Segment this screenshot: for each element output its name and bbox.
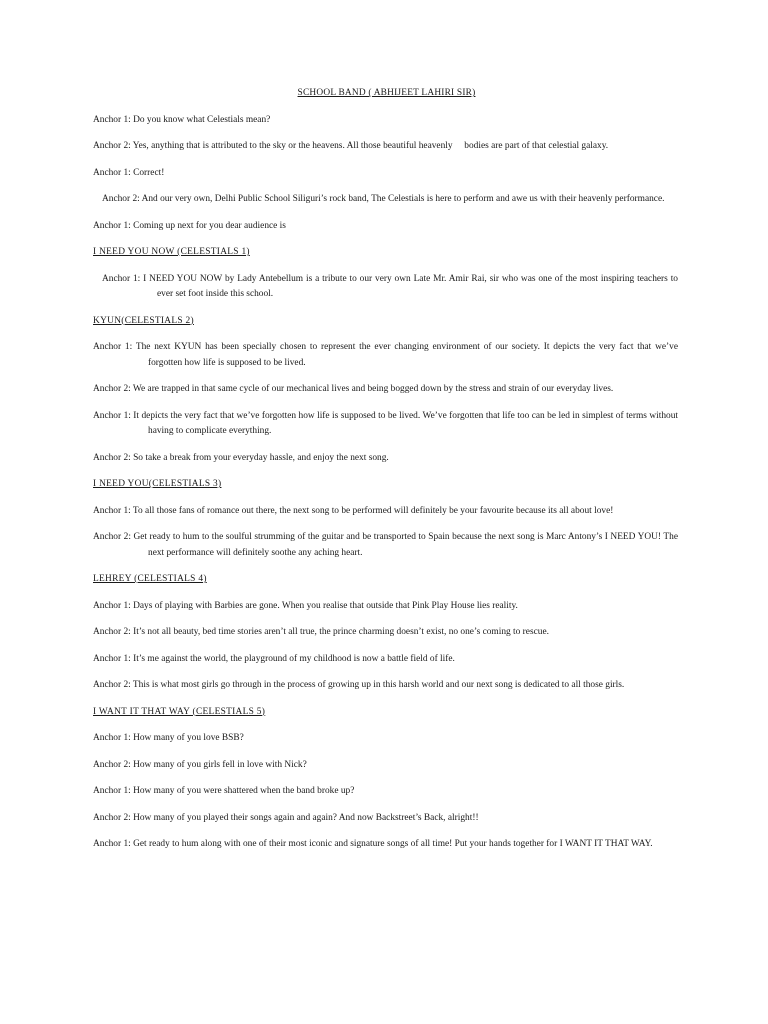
script-line: Anchor 1: It’s me against the world, the playground of my childhood is now a battle field of life. <box>93 653 455 664</box>
script-line: Anchor 1: To all those fans of romance out there, the next song to be performed will definitely be your favourite because its all about love! <box>93 505 614 516</box>
script-line: Anchor 1: The next KYUN has been specially chosen to represent the ever changing environment of our society. It depicts the very fact that we’ve forgotten how life is supposed to be lived. <box>93 342 678 368</box>
song-heading: I WANT IT THAT WAY (CELESTIALS 5) <box>93 706 266 717</box>
script-line: Anchor 2: Yes, anything that is attributed to the sky or the heavens. All those beautiful heavenly bodies are part of that celestial galaxy. <box>93 141 609 151</box>
script-line: Anchor 1: How many of you were shattered when the band broke up? <box>93 786 355 796</box>
script-line: Anchor 2: Get ready to hum to the soulful strumming of the guitar and be transported to Spain because the next song is Marc Antony’s I NEED YOU! The next performance will definitely soothe any aching heart. <box>93 532 678 558</box>
script-line: Anchor 1: Get ready to hum along with one of their most iconic and signature songs of all time! Put your hands together for I WANT IT THAT WAY. <box>93 839 653 849</box>
script-line: Anchor 2: It’s not all beauty, bed time stories aren’t all true, the prince charming doesn’t exist, no one’s coming to rescue. <box>93 627 549 637</box>
script-line: Anchor 1: Coming up next for you dear audience is <box>93 220 286 231</box>
script-line: Anchor 1: Days of playing with Barbies are gone. When you realise that outside that Pink Play House lies reality. <box>93 600 518 611</box>
script-line: Anchor 2: How many of you girls fell in love with Nick? <box>93 759 307 770</box>
script-line: Anchor 2: This is what most girls go through in the process of growing up in this harsh world and our next song is dedicated to all those girls. <box>93 680 625 690</box>
document-body <box>93 86 678 864</box>
script-line: Anchor 2: And our very own, Delhi Public School Siliguri’s rock band, The Celestials is here to perform and awe us with their heavenly performance. <box>102 194 665 204</box>
song-heading: LEHREY (CELESTIALS 4) <box>93 574 207 584</box>
song-heading: KYUN(CELESTIALS 2) <box>93 315 194 326</box>
document-title: SCHOOL BAND ( ABHIJEET LAHIRI SIR) <box>297 88 476 98</box>
script-line: Anchor 1: It depicts the very fact that we’ve forgotten how life is supposed to be lived. We’ve forgotten that life too can be led in simplest of terms without having to complicate everything. <box>93 410 678 436</box>
song-heading: I NEED YOU NOW (CELESTIALS 1) <box>93 247 250 257</box>
song-heading: I NEED YOU(CELESTIALS 3) <box>93 479 222 489</box>
script-line: Anchor 2: How many of you played their songs again and again? And now Backstreet’s Back, alright!! <box>93 812 479 823</box>
script-line: Anchor 1: I NEED YOU NOW by Lady Antebellum is a tribute to our very own Late Mr. Amir Rai, sir who was one of the most inspiring teachers to ever set foot inside this school. <box>102 273 678 299</box>
script-line: Anchor 1: Do you know what Celestials mean? <box>93 114 271 125</box>
script-line: Anchor 2: We are trapped in that same cycle of our mechanical lives and being bogged down by the stress and strain of our everyday lives. <box>93 384 614 394</box>
script-line: Anchor 2: So take a break from your everyday hassle, and enjoy the next song. <box>93 452 389 463</box>
script-line: Anchor 1: Correct! <box>93 167 165 178</box>
script-line: Anchor 1: How many of you love BSB? <box>93 733 244 743</box>
